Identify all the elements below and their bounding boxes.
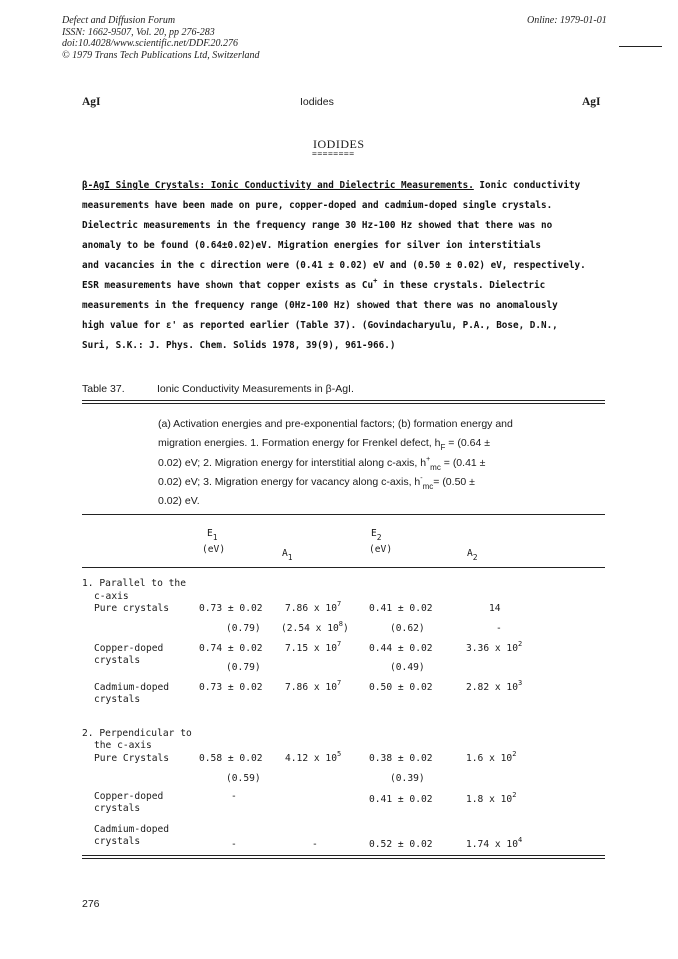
abstract-paragraph	[82, 180, 580, 191]
table-label: Table 37.	[82, 383, 125, 395]
table-bottom-rule-2	[82, 858, 605, 859]
abstract-line: Ionic conductivity	[479, 180, 581, 191]
row-label: Cadmium-doped	[94, 682, 170, 693]
abstract-line: high value for ε' as reported earlier (Table 37). (Govindacharyulu, P.A., Bose, D.N.,	[82, 320, 558, 331]
row-label: Copper-doped	[94, 643, 164, 654]
cell-a2: 1.8 x $10^2$	[466, 791, 517, 805]
cell-a1: (2.54 x $10^8$)	[281, 620, 349, 634]
online-date: Online: 1979-01-01	[527, 15, 607, 26]
caption-line: 0.02) eV; 2. Migration energy for interstitial along c-axis, $h^+_{mc} = (0.41$ ±	[158, 456, 486, 472]
issn-line: ISSN: 1662-9507, Vol. 20, pp 276-283	[62, 26, 215, 38]
abstract-line: and vacancies in the c direction were (0.41 ± 0.02) eV and (0.50 ± 0.02) eV, respectively.	[82, 260, 586, 271]
cell-e1: -	[231, 839, 237, 850]
row-label: Pure crystals	[94, 603, 170, 614]
cell-e2: (0.39)	[390, 773, 425, 784]
cell-a2: 1.74 x $10^4$	[466, 836, 523, 850]
doi-line: doi:10.4028/www.scientific.net/DDF.20.276	[62, 38, 239, 49]
cell-a1: -	[312, 839, 318, 850]
row-label: crystals	[94, 803, 141, 814]
abstract-line: measurements have been made on pure, copper-doped and cadmium-doped single crystals.	[82, 200, 553, 211]
cell-a2: -	[496, 623, 502, 634]
cell-e2: (0.49)	[390, 662, 425, 673]
cell-e2: 0.50 ± 0.02	[369, 682, 433, 693]
cell-a2: 3.36 x $10^2$	[466, 640, 523, 654]
table-title: Ionic Conductivity Measurements in β-AgI.	[157, 383, 354, 395]
table-top-rule-2	[82, 403, 605, 404]
cell-e1: (0.59)	[226, 773, 261, 784]
section-title: IODIDES	[313, 137, 365, 151]
page-number: 276	[82, 898, 100, 910]
header-rule	[619, 46, 662, 47]
cell-a1: 7.86 x $10^7$	[285, 600, 342, 614]
cell-e2: 0.38 ± 0.02	[369, 753, 433, 764]
caption-rule	[82, 514, 605, 515]
cell-e1: -	[231, 791, 237, 802]
row-label: Pure Crystals	[94, 753, 170, 764]
header-e1-unit: (eV)	[202, 544, 226, 555]
cell-e2: 0.52 ± 0.02	[369, 839, 433, 850]
cell-a1: 7.86 x $10^7$	[285, 679, 342, 693]
cell-a1: 4.12 x $10^5$	[285, 750, 342, 764]
cell-e1: 0.73 ± 0.02	[199, 682, 263, 693]
group-label: 1. Parallel to the	[82, 578, 186, 589]
cell-e1: 0.74 ± 0.02	[199, 643, 263, 654]
running-head-left: AgI	[82, 96, 101, 108]
header-e2-unit: (eV)	[369, 544, 393, 555]
row-label: Cadmium-doped	[94, 824, 170, 835]
cell-e1: 0.73 ± 0.02	[199, 603, 263, 614]
group-label: the c-axis	[94, 740, 152, 751]
row-label: crystals	[94, 836, 141, 847]
cell-e1: 0.58 ± 0.02	[199, 753, 263, 764]
cell-a2: 1.6 x $10^2$	[466, 750, 517, 764]
abstract-line: Dielectric measurements in the frequency range 30 Hz-100 Hz showed that there was no	[82, 220, 553, 231]
abstract-line: Suri, S.K.: J. Phys. Chem. Solids 1978, 39(9), 961-966.)	[82, 340, 396, 351]
caption-line: (a) Activation energies and pre-exponential factors; (b) formation energy and	[158, 418, 513, 430]
cell-a2: 14	[489, 603, 501, 614]
section-underline: ========	[312, 149, 355, 158]
cell-e2: 0.44 ± 0.02	[369, 643, 433, 654]
header-e1: $E_1$	[207, 528, 218, 542]
cell-e1: (0.79)	[226, 623, 261, 634]
cell-e1: (0.79)	[226, 662, 261, 673]
running-head-center: Iodides	[300, 96, 334, 108]
header-rule-bottom	[82, 567, 605, 568]
abstract-line: anomaly to be found (0.64±0.02)eV. Migration energies for silver ion interstitials	[82, 240, 541, 251]
cell-e2: 0.41 ± 0.02	[369, 603, 433, 614]
abstract-line: measurements in the frequency range (0Hz-100 Hz) showed that there was no anomalously	[82, 300, 558, 311]
cell-a1: 7.15 x $10^7$	[285, 640, 342, 654]
row-label: crystals	[94, 655, 141, 666]
header-a1: $A_1$	[282, 548, 293, 562]
caption-line: 0.02) eV; 3. Migration energy for vacancy along c-axis, $h^-_{mc}= (0.50$ ±	[158, 475, 475, 491]
cell-e2: (0.62)	[390, 623, 425, 634]
cell-e2: 0.41 ± 0.02	[369, 794, 433, 805]
header-e2: $E_2$	[371, 528, 382, 542]
table-top-rule	[82, 400, 605, 401]
caption-line: 0.02) eV.	[158, 495, 200, 507]
row-label: crystals	[94, 694, 141, 705]
header-a2: $A_2$	[467, 548, 478, 562]
row-label: Copper-doped	[94, 791, 164, 802]
copyright-line: © 1979 Trans Tech Publications Ltd, Switzerland	[62, 49, 260, 61]
group-label: 2. Perpendicular to	[82, 728, 192, 739]
table-bottom-rule	[82, 855, 605, 856]
cell-a2: 2.82 x $10^3$	[466, 679, 523, 693]
caption-line: migration energies. 1. Formation energy for Frenkel defect, $h_F = (0.64$ ±	[158, 437, 490, 452]
abstract-line: ESR measurements have shown that copper exists as Cu+ in these crystals. Dielectric	[82, 277, 546, 291]
group-label: c-axis	[94, 591, 129, 602]
journal-name: Defect and Diffusion Forum	[62, 15, 176, 26]
abstract-heading: β-AgI Single Crystals: Ionic Conductivity and Dielectric Measurements.	[82, 180, 474, 191]
running-head-right: AgI	[582, 96, 601, 108]
